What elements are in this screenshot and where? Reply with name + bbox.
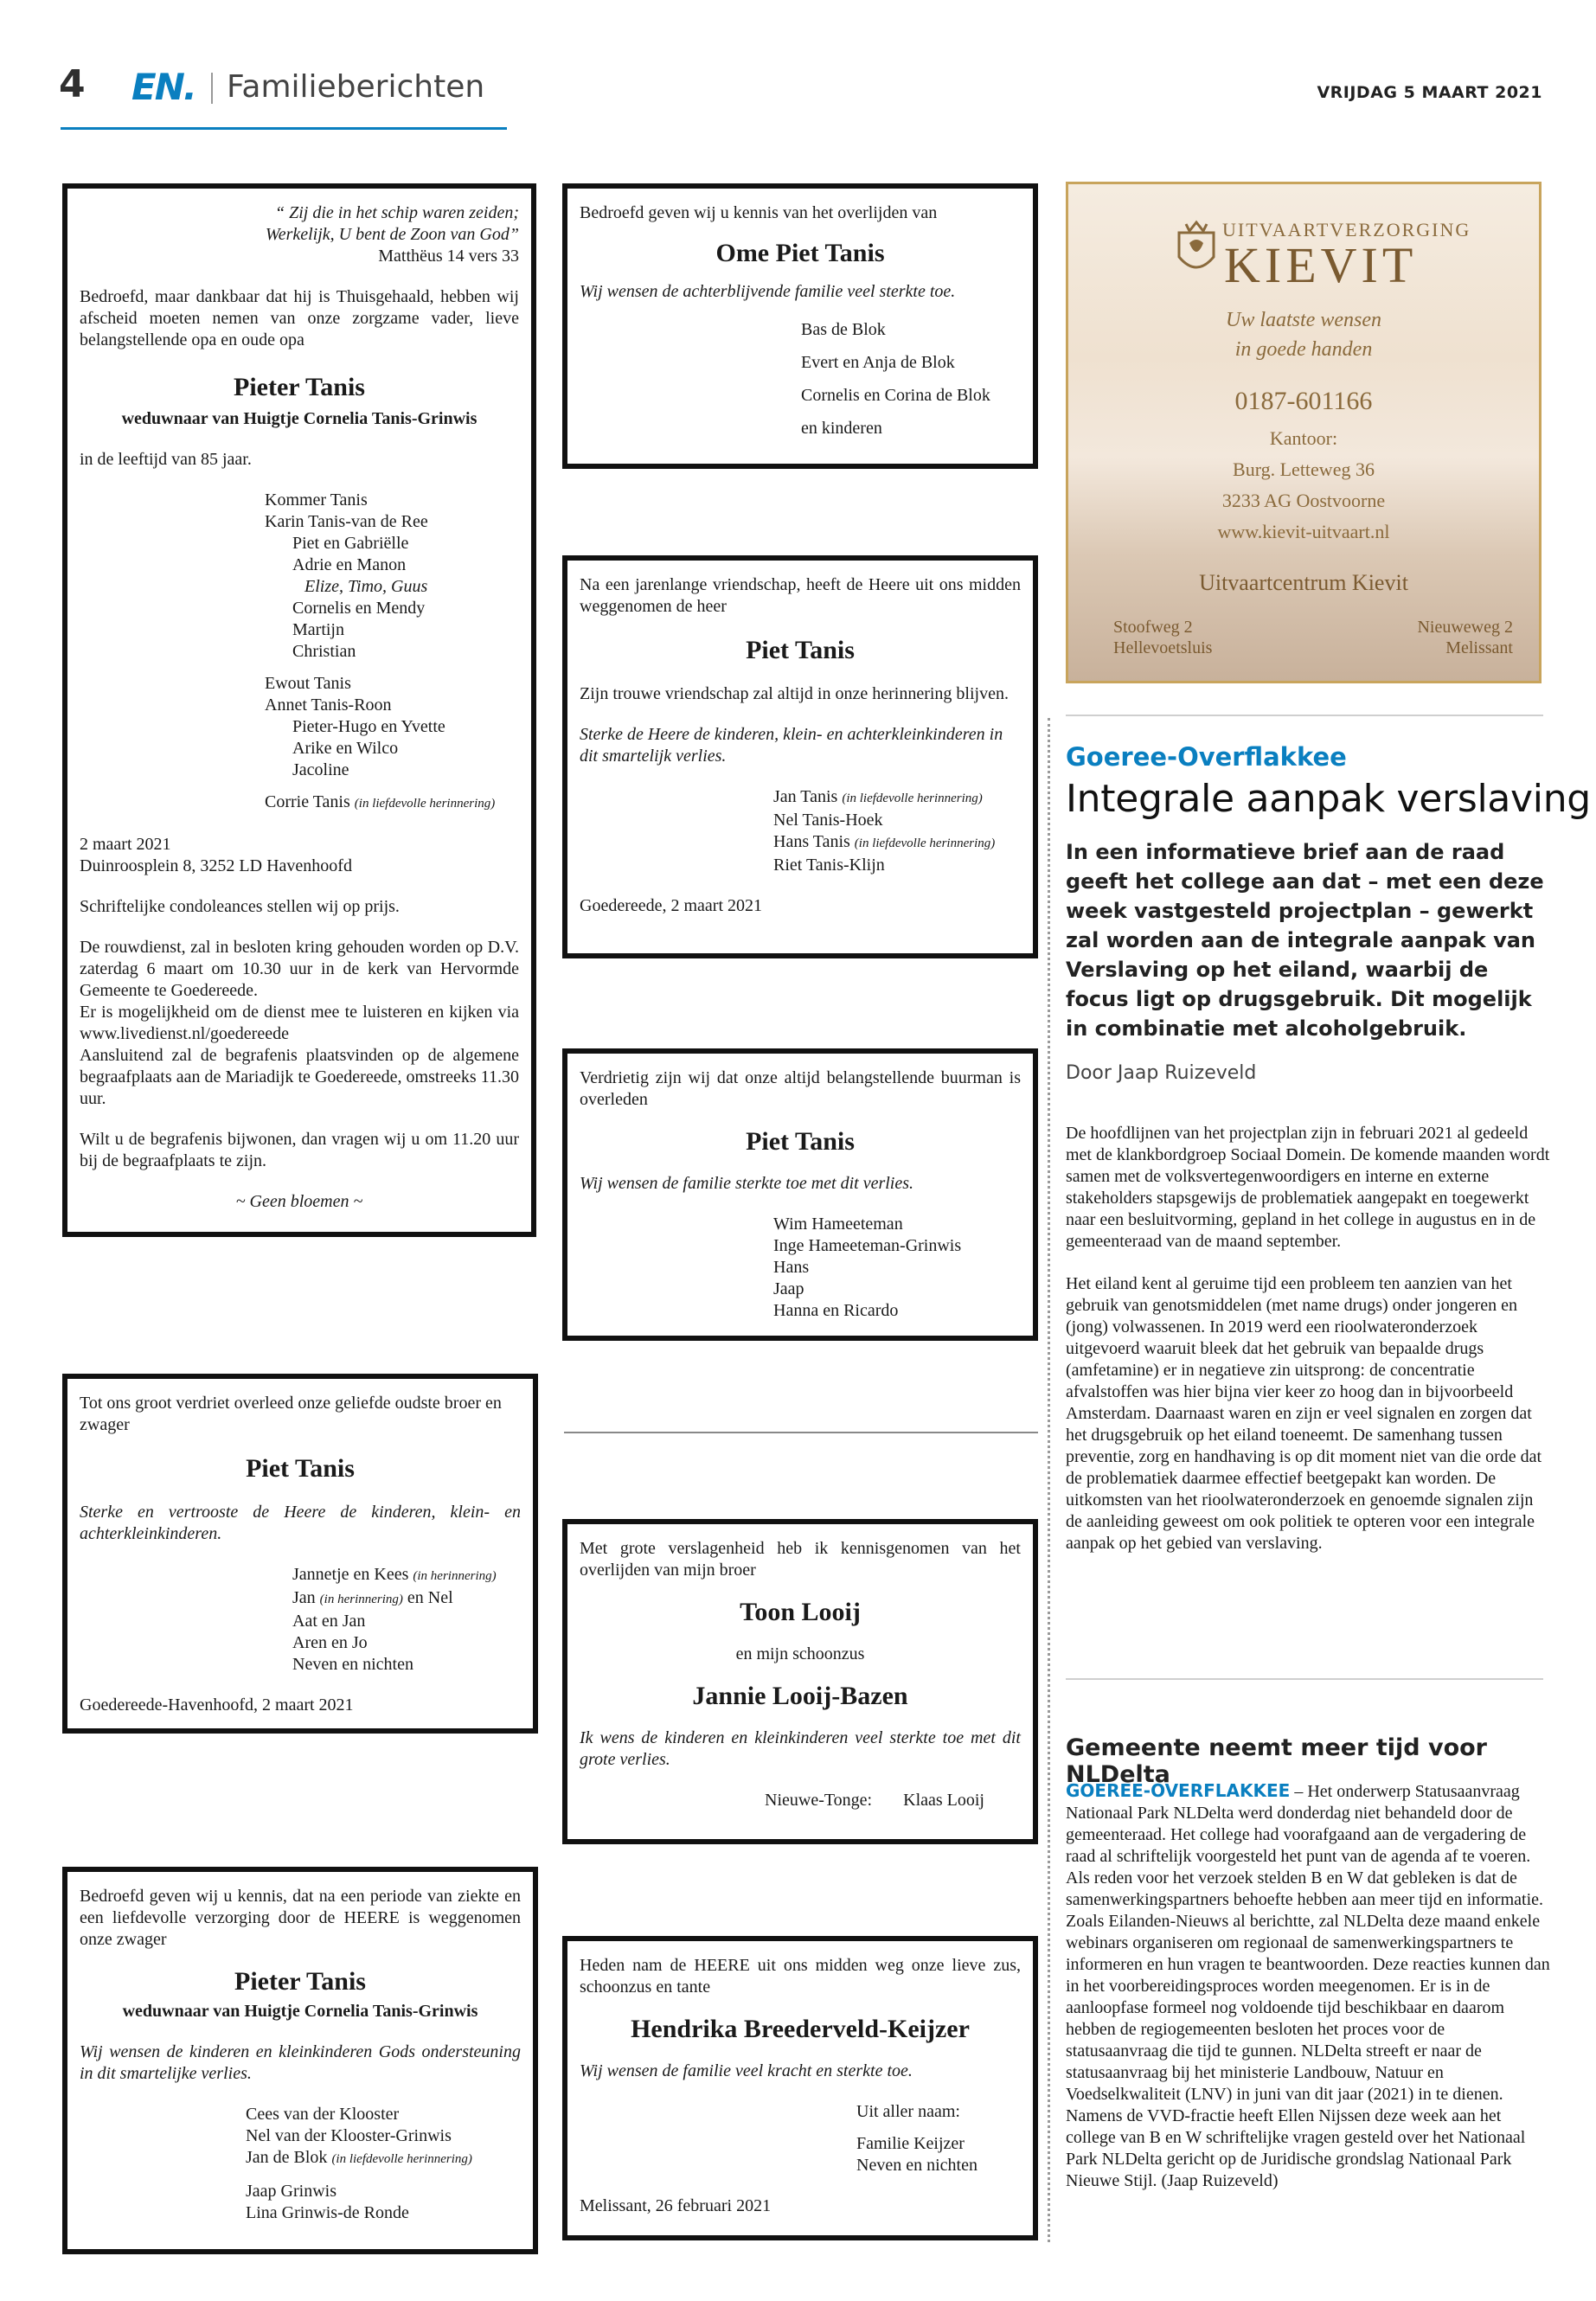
notice-intro: Heden nam de HEERE uit ons midden weg onze lieve zus, schoonzus en tante <box>580 1956 1021 1997</box>
ad-address-right: Nieuweweg 2 <box>1417 618 1513 637</box>
burial-text: Aansluitend zal de begrafenis plaatsvinden op de algemene begraafplaats aan de Mariadijk te Goedereede, omstreeks 11.30 uur. <box>80 1046 519 1108</box>
death-notice-piet-tanis-friendship <box>562 555 1038 958</box>
notice-wish: Wij wensen de kinderen en kleinkinderen Gods ondersteuning in dit smartelijke verlies. <box>80 2042 521 2083</box>
article-headline: Integrale aanpak verslaving <box>1066 777 1591 821</box>
article2-body <box>1066 1780 1550 2192</box>
death-notice-piet-tanis-neighbour <box>562 1048 1038 1341</box>
signer: Aat en Jan <box>292 1612 366 1631</box>
article-lead: In een informatieve brief aan de raad geeft het college aan dat – met een deze week vastgesteld projectplan – gewerkt zal worden aan de integrale aanpak van Verslaving op het eiland, waarbij de focus ligt op drugsgebruik. Dit mogelijk in combinatie met alcoholgebruik. <box>1066 840 1544 1041</box>
article2-headline: Gemeente neemt meer tijd voor NLDelta <box>1066 1734 1487 1788</box>
article-byline: Door Jaap Ruizeveld <box>1066 1062 1257 1084</box>
notice-place: Nieuwe-Tonge: <box>765 1791 873 1810</box>
stream-text: Er is mogelijkheid om de dienst mee te luisteren en kijken via www.livedienst.nl/goedereede <box>80 1003 519 1043</box>
family-member: Piet en Gabriëlle <box>292 534 409 553</box>
signer: Neven en nichten <box>856 2156 977 2175</box>
signer: Cornelis en Corina de Blok <box>801 386 990 405</box>
ad-city: 3233 AG Oostvoorne <box>1221 490 1386 511</box>
signer: Hans <box>773 1258 810 1277</box>
deceased-name: Piet Tanis <box>746 1127 855 1156</box>
article-rule <box>1066 1678 1543 1680</box>
signer: en Nel <box>407 1588 453 1607</box>
deceased-subtitle: weduwnaar van Huigtje Cornelia Tanis-Grinwis <box>121 409 478 428</box>
notice-connector: en mijn schoonzus <box>735 1644 865 1663</box>
death-notice-piet-tanis-brother <box>62 1374 538 1734</box>
family-member: Karin Tanis-van de Ree <box>265 512 428 531</box>
deceased-subtitle: weduwnaar van Huigtje Cornelia Tanis-Grinwis <box>122 2002 478 2021</box>
notice-wish: Ik wens de kinderen en kleinkinderen veel sterkte toe met dit grote verlies. <box>580 1728 1021 1769</box>
signer: Familie Keijzer <box>856 2134 965 2153</box>
quote-reference: Matthëus 14 vers 33 <box>378 247 519 266</box>
notice-wish: Wij wensen de achterblijvende familie veel sterkte toe. <box>580 282 956 301</box>
memory-note: (in herinnering) <box>413 1569 497 1583</box>
no-flowers-note: ~ Geen bloemen ~ <box>235 1192 363 1211</box>
notice-place-date: Goedereede-Havenhoofd, 2 maart 2021 <box>80 1695 354 1715</box>
signer: Nel van der Klooster-Grinwis <box>246 2126 452 2145</box>
signer: Jan <box>292 1588 316 1607</box>
notice-wish: Sterke en vertrooste de Heere de kinderen, klein- en achterkleinkinderen. <box>80 1503 521 1543</box>
deceased-name: Toon Looij <box>740 1598 861 1626</box>
article-rule <box>1066 715 1543 716</box>
signer: Jaap Grinwis <box>246 2182 337 2201</box>
attend-text: Wilt u de begrafenis bijwonen, dan vragen wij u om 11.20 uur bij de begraafplaats te zijn. <box>80 1130 519 1170</box>
notice-text: Zijn trouwe vriendschap zal altijd in onze herinnering blijven. <box>580 684 1009 703</box>
quote-line: “ Zij die in het schip waren zeiden; <box>274 203 519 222</box>
family-member: Kommer Tanis <box>265 490 368 510</box>
notice-wish: Wij wensen de familie veel kracht en sterkte toe. <box>580 2061 913 2080</box>
article-kicker: Goeree-Overflakkee <box>1066 742 1347 772</box>
signer: Nel Tanis-Hoek <box>773 811 883 830</box>
notice-intro: Na een jarenlange vriendschap, heeft de Heere uit ons midden weggenomen de heer <box>580 575 1021 616</box>
newspaper-logo: EN. <box>131 66 195 108</box>
ad-top-label: UITVAARTVERZORGING <box>1222 219 1471 240</box>
deceased-name: Piet Tanis <box>246 1454 355 1483</box>
family-member: Cornelis en Mendy <box>292 599 426 618</box>
kievit-advertisement <box>1066 182 1542 683</box>
memory-note: (in liefdevolle herinnering) <box>842 792 983 805</box>
family-member: Annet Tanis-Roon <box>265 695 392 715</box>
deceased-name: Pieter Tanis <box>234 1967 366 1996</box>
signer: Neven en nichten <box>292 1655 413 1674</box>
column-divider <box>564 1432 1038 1433</box>
ad-brand: KIEVIT <box>1224 237 1418 293</box>
ad-address-left: Hellevoetsluis <box>1113 638 1213 657</box>
issue-date: VRIJDAG 5 MAART 2021 <box>1317 83 1542 102</box>
family-member: Martijn <box>292 620 344 639</box>
ad-office-label: Kantoor: <box>1269 427 1338 449</box>
memory-note: (in liefdevolle herinnering) <box>354 797 496 811</box>
signer: Uit aller naam: <box>856 2102 960 2121</box>
family-member: Corrie Tanis <box>265 792 350 811</box>
notice-wish: Wij wensen de familie sterkte toe met dit verlies. <box>580 1174 914 1193</box>
signer: Inge Hameeteman-Grinwis <box>773 1236 962 1255</box>
signer: Cees van der Klooster <box>246 2105 400 2124</box>
death-notice-toon-looij <box>562 1519 1038 1844</box>
family-member: Pieter-Hugo en Yvette <box>292 717 445 736</box>
column-separator <box>1048 718 1050 2242</box>
header-rule <box>61 127 507 130</box>
death-notice-ome-piet-tanis <box>562 183 1038 469</box>
ad-website[interactable]: www.kievit-uitvaart.nl <box>1217 521 1390 542</box>
ad-address-left: Stoofweg 2 <box>1113 618 1193 637</box>
family-member: Elize, Timo, Guus <box>304 577 428 596</box>
notice-place-date: Melissant, 26 februari 2021 <box>580 2196 772 2215</box>
notice-address: Duinroosplein 8, 3252 LD Havenhoofd <box>80 856 352 875</box>
family-member: Jacoline <box>292 760 349 779</box>
signer: Aren en Jo <box>292 1633 368 1652</box>
service-text: De rouwdienst, zal in besloten kring gehouden worden op D.V. zaterdag 6 maart om 10.30 uur in de kerk van Hervormde Gemeente te Goedereede. <box>80 938 519 1000</box>
signer: Hanna en Ricardo <box>773 1301 899 1320</box>
quote-line: Werkelijk, U bent de Zoon van God” <box>265 225 519 244</box>
section-title: Familieberichten <box>227 69 485 105</box>
signer: Jan de Blok <box>246 2148 328 2167</box>
deceased-name: Hendrika Breederveld-Keijzer <box>631 2015 970 2043</box>
article-body <box>1066 1123 1550 1554</box>
family-member: Ewout Tanis <box>265 674 351 693</box>
notice-intro: Bedroefd, maar dankbaar dat hij is Thuisgehaald, hebben wij afscheid moeten nemen van onze zorgzame vader, lieve belangstellende opa en oude opa <box>80 287 519 349</box>
signer: Klaas Looij <box>903 1791 984 1810</box>
signer: Jaap <box>773 1279 804 1298</box>
family-member: Adrie en Manon <box>292 555 407 574</box>
notice-intro: Verdrietig zijn wij dat onze altijd belangstellende buurman is overleden <box>580 1068 1021 1109</box>
signer: en kinderen <box>801 419 882 438</box>
family-member: Christian <box>292 642 356 661</box>
header-divider <box>211 73 213 104</box>
ad-phone: 0187-601166 <box>1234 387 1373 415</box>
death-notice-hendrika-breederveld-keijzer <box>562 1936 1038 2240</box>
notice-intro: Tot ons groot verdriet overleed onze geliefde oudste broer en zwager <box>80 1394 502 1434</box>
notice-intro: Bedroefd geven wij u kennis, dat na een periode van ziekte en een liefdevolle verzorging door de HEERE is weggenomen onze zwager <box>80 1887 521 1949</box>
ad-centre: Uitvaartcentrum Kievit <box>1199 570 1408 595</box>
notice-intro: Bedroefd geven wij u kennis van het overlijden van <box>580 203 938 222</box>
signer: Evert en Anja de Blok <box>801 353 955 372</box>
ad-slogan: in goede handen <box>1234 338 1373 361</box>
kievit-crest-icon <box>1170 217 1222 279</box>
deceased-name: Pieter Tanis <box>234 373 365 401</box>
signer: Wim Hameeteman <box>773 1215 903 1234</box>
signer: Jan Tanis <box>773 787 838 806</box>
deceased-name: Jannie Looij-Bazen <box>692 1682 908 1710</box>
condolence-text: Schriftelijke condoleances stellen wij op prijs. <box>80 897 400 916</box>
article2-kicker: GOEREE-OVERFLAKKEE <box>1066 1780 1291 1801</box>
deceased-name: Ome Piet Tanis <box>715 239 885 267</box>
article2-text: – Het onderwerp Statusaanvraag Nationaal Park NLDelta werd donderdag niet behandeld door de gemeenteraad. Het college had voorafgaand aan de vergadering de raad al schriftelijk voorgesteld het punt van de agenda af te voeren. Als reden voor het verzoek stelden B en W dat gebleken is dat de samenwerkingspartners behoefte hebben aan meer tijd en informatie. Zoals Eilanden-Nieuws al berichtte, zal NLDelta deze maand enkele webinars organiseren om regionaal de samenwerkingspartners te informeren en hun vragen te beantwoorden. Deze reacties kunnen dan in het voorbereidingsproces worden meegenomen. Er is in de aanloopfase formeel nog voldoende tijd beschikbaar en daarom hebben de regiogemeenten besloten het proces voor de statusaanvraag die tijd te gunnen. NLDelta streeft er naar de statusaanvraag bij het ministerie Landbouw, Natuur en Voedselkwaliteit (LNV) in juni van dit jaar (2021) in te dienen. Namens de VVD-fractie heeft Ellen Nijssen deze week aan het college van B en W schriftelijke vragen gesteld over het Nationaal Park NLDelta gericht op de Juridische grondslag Nationaal Park Nieuwe Stijl. (Jaap Ruizeveld) <box>1066 1782 1550 2190</box>
family-member: Arike en Wilco <box>292 739 399 758</box>
signer: Hans Tanis <box>773 832 850 851</box>
ad-slogan: Uw laatste wensen <box>1226 309 1381 331</box>
notice-place-date: Goedereede, 2 maart 2021 <box>580 896 763 915</box>
memory-note: (in liefdevolle herinnering) <box>331 2152 472 2166</box>
signer: Lina Grinwis-de Ronde <box>246 2203 409 2222</box>
death-notice-pieter-tanis <box>62 183 536 1237</box>
notice-date: 2 maart 2021 <box>80 835 171 854</box>
signer: Riet Tanis-Klijn <box>773 856 885 875</box>
ad-street: Burg. Letteweg 36 <box>1233 458 1375 480</box>
notice-intro: Met grote verslagenheid heb ik kennisgenomen van het overlijden van mijn broer <box>580 1539 1021 1580</box>
memory-note: (in herinnering) <box>319 1593 403 1606</box>
memory-note: (in liefdevolle herinnering) <box>854 836 996 850</box>
signer: Bas de Blok <box>801 320 886 339</box>
ad-address-right: Melissant <box>1445 638 1513 657</box>
deceased-name: Piet Tanis <box>746 636 855 664</box>
page-number: 4 <box>59 62 86 106</box>
death-notice-pieter-tanis-brother-in-law <box>62 1867 538 2254</box>
notice-wish: Sterke de Heere de kinderen, klein- en achterkleinkinderen in dit smartelijk verlies. <box>580 725 1003 766</box>
article-paragraph: De hoofdlijnen van het projectplan zijn in februari 2021 al gedeeld met de klankbordgroep Sociaal Domein. De komende maanden wordt samen met de volksvertegenwoordigers en interne en externe stakeholders stapsgewijs de problematiek aangepakt en toegewerkt naar een besluitvorming, gepland in het college in augustus en in de gemeenteraad van de maand september. <box>1066 1124 1550 1251</box>
signer: Jannetje en Kees <box>292 1565 409 1584</box>
deceased-age: in de leeftijd van 85 jaar. <box>80 450 252 469</box>
article-paragraph: Het eiland kent al geruime tijd een probleem ten aanzien van het gebruik van genotsmiddelen (met name drugs) onder jongeren en (jong) volwassenen. In 2019 werd een rioolwateronderzoek uitgevoerd waaruit bleek dat het gebruik van bepaalde drugs (amfetamine) er in negatieve zin uitsprong: de concentratie afvalstoffen was hier bijna vier keer zo hoog dan in bijvoorbeeld Amsterdam. Daarnaast waren en zijn er veel signalen en zorgen dat het drugsgebruik op het eiland toeneemt. De samenhang tussen preventie, zorg en handhaving is op dit moment niet van die orde dat de problematiek daarmee effectief beetgepakt kan worden. De uitkomsten van het rioolwateronderzoek en genoemde signalen zijn de aanleiding geweest om ook politiek te opteren voor een integrale aanpak op het gebied van verslaving. <box>1066 1274 1542 1553</box>
